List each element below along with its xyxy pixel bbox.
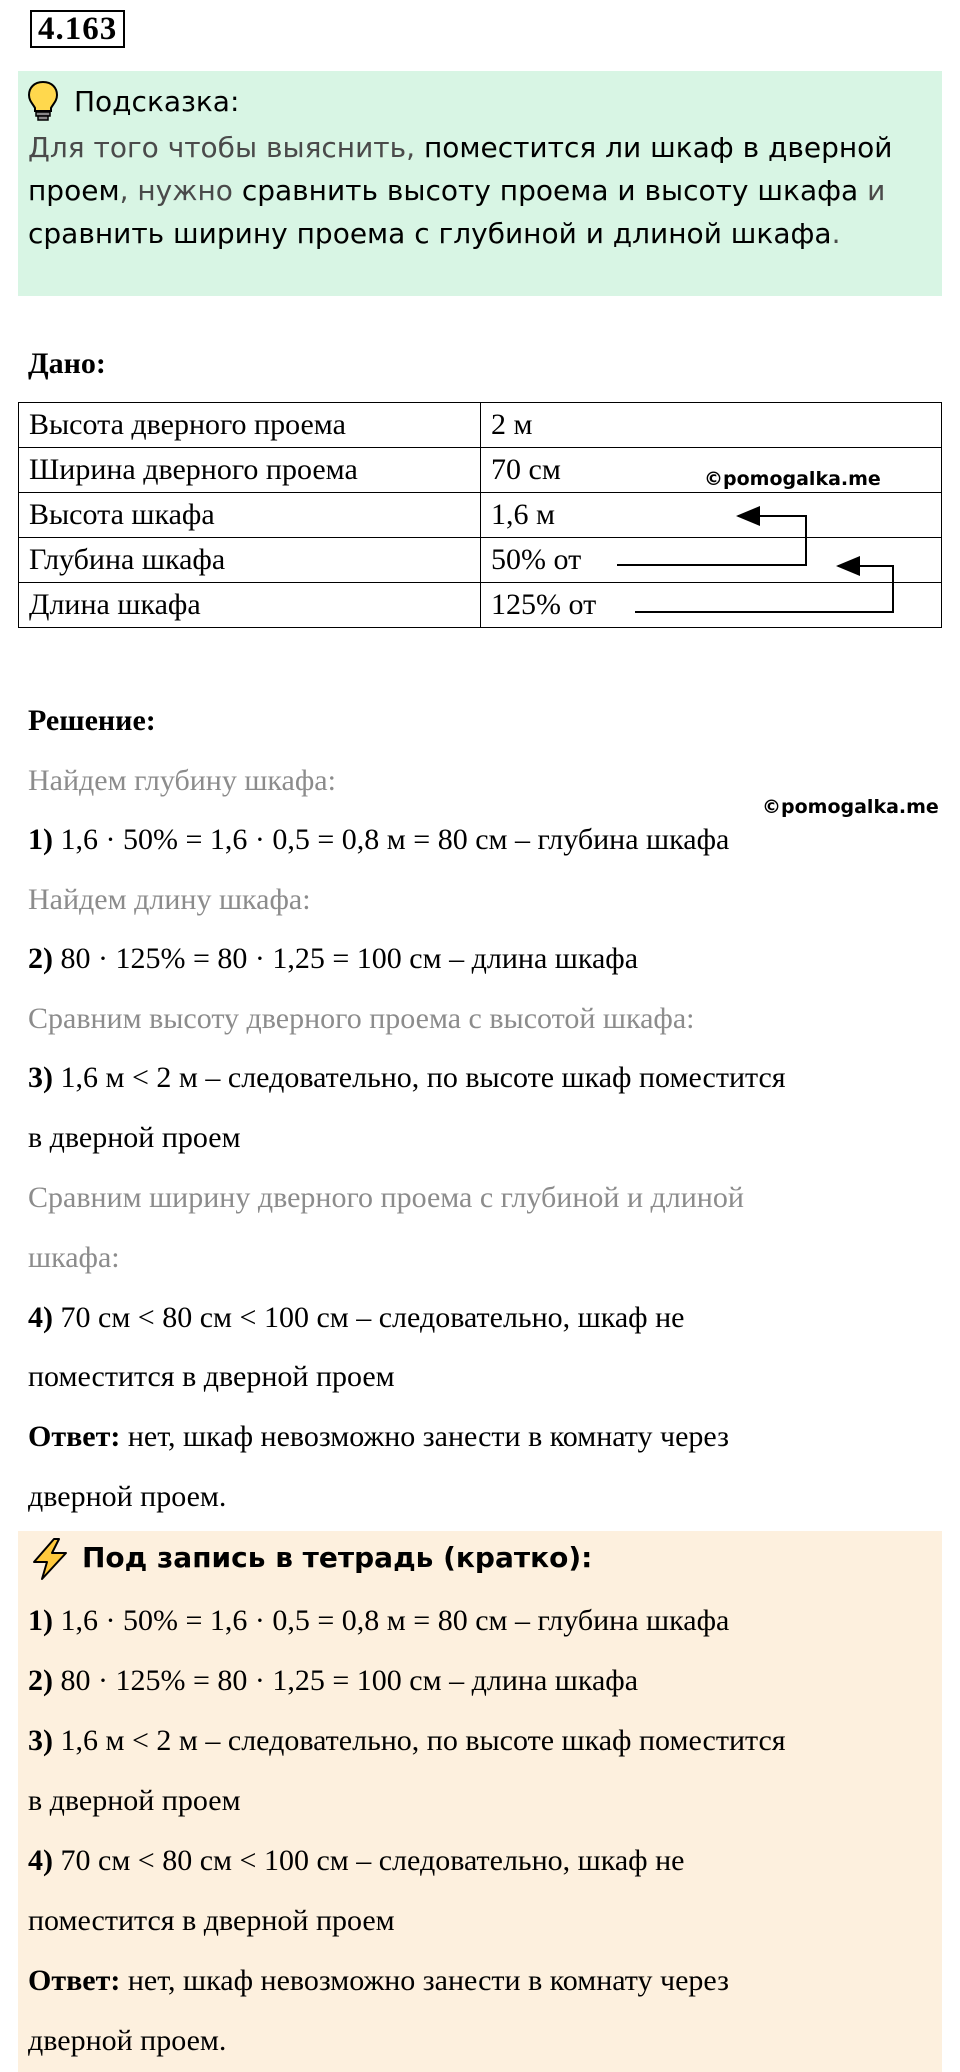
step-number: 3) [28, 1724, 53, 1757]
hint-emphasis: сравнить ширину проема с глубиной и длиной шкафа [28, 217, 832, 250]
step-number: 3) [28, 1061, 53, 1094]
hint-text-part: , нужно [119, 174, 242, 207]
length-arrow [635, 566, 893, 612]
step-text: 70 см < 80 см < 100 см – следовательно, шкаф не [53, 1301, 685, 1334]
step-line [28, 820, 729, 860]
step-text: 80 · 125% = 80 · 1,25 = 100 см – длина шкафа [53, 942, 639, 975]
step-number: 2) [28, 942, 53, 975]
step-text: поместится в дверной проем [28, 1360, 395, 1393]
note-line [28, 1841, 685, 1881]
answer-line [28, 1417, 729, 1457]
step-description: Сравним высоту дверного проема с высотой шкафа: [28, 1002, 695, 1035]
answer-text: нет, шкаф невозможно занести в комнату через [120, 1964, 729, 1997]
answer-label: Ответ: [28, 1420, 121, 1453]
step-text: в дверной проем [28, 1784, 241, 1817]
note-line [28, 1661, 638, 1701]
step-number: 4) [28, 1301, 53, 1334]
step-text: 1,6 · 50% = 1,6 · 0,5 = 0,8 м = 80 см – глубина шкафа [53, 823, 730, 856]
hint-text-part: . [831, 217, 841, 250]
answer-text: дверной проем. [28, 1480, 227, 1513]
step-text: 1,6 м < 2 м – следовательно, по высоте шкаф поместится [53, 1061, 786, 1094]
note-line [28, 1601, 729, 1641]
step-description: шкафа: [28, 1241, 120, 1274]
step-text: 1,6 · 50% = 1,6 · 0,5 = 0,8 м = 80 см – глубина шкафа [53, 1604, 730, 1637]
given-label: Высота дверного проема [19, 403, 481, 448]
step-description: Найдем глубину шкафа: [28, 764, 336, 797]
step-text: поместится в дверной проем [28, 1904, 395, 1937]
step-number: 2) [28, 1664, 53, 1697]
given-label: Ширина дверного проема [19, 448, 481, 493]
hint-text-part: и [858, 174, 886, 207]
answer-text: нет, шкаф невозможно занести в комнату через [120, 1420, 729, 1453]
answer-line [28, 1961, 729, 2001]
hint-emphasis: сравнить высоту проема и высоту шкафа [241, 174, 859, 207]
given-label: Глубина шкафа [19, 538, 481, 583]
given-value: 125% от [481, 583, 942, 628]
answer-text: дверной проем. [28, 2024, 227, 2057]
given-label: Высота шкафа [19, 493, 481, 538]
step-number: 1) [28, 1604, 53, 1637]
given-value: 70 см [481, 448, 942, 493]
lightning-icon [28, 1537, 72, 1581]
given-value: 1,6 м [481, 493, 942, 538]
hint-emphasis: поместится ли шкаф в дверной проем [28, 131, 893, 207]
given-value: 50% от [481, 538, 942, 583]
note-line [28, 1721, 786, 1761]
notebook-title: Под запись в тетрадь (кратко): [82, 1541, 593, 1574]
step-line [28, 1058, 786, 1098]
problem-number: 4.163 [30, 10, 125, 48]
given-value: 2 м [481, 403, 942, 448]
given-label: Длина шкафа [19, 583, 481, 628]
step-line [28, 939, 638, 979]
given-title: Дано: [28, 347, 106, 380]
watermark: ©pomogalka.me [762, 796, 939, 818]
step-description: Найдем длину шкафа: [28, 883, 311, 916]
watermark: ©pomogalka.me [704, 468, 881, 490]
step-description: Сравним ширину дверного проема с глубиной и длиной [28, 1181, 744, 1214]
step-text: в дверной проем [28, 1121, 241, 1154]
step-line [28, 1298, 685, 1338]
step-text: 80 · 125% = 80 · 1,25 = 100 см – длина шкафа [53, 1664, 639, 1697]
solution-title: Решение: [28, 704, 156, 737]
step-text: 1,6 м < 2 м – следовательно, по высоте шкаф поместится [53, 1724, 786, 1757]
reference-arrows [0, 0, 960, 700]
depth-arrow [617, 516, 806, 565]
hint-title: Подсказка: [74, 85, 240, 118]
step-number: 4) [28, 1844, 53, 1877]
step-text: 70 см < 80 см < 100 см – следовательно, шкаф не [53, 1844, 685, 1877]
answer-label: Ответ: [28, 1964, 121, 1997]
hint-text-part: Для того чтобы выяснить, [28, 131, 424, 164]
step-number: 1) [28, 823, 53, 856]
